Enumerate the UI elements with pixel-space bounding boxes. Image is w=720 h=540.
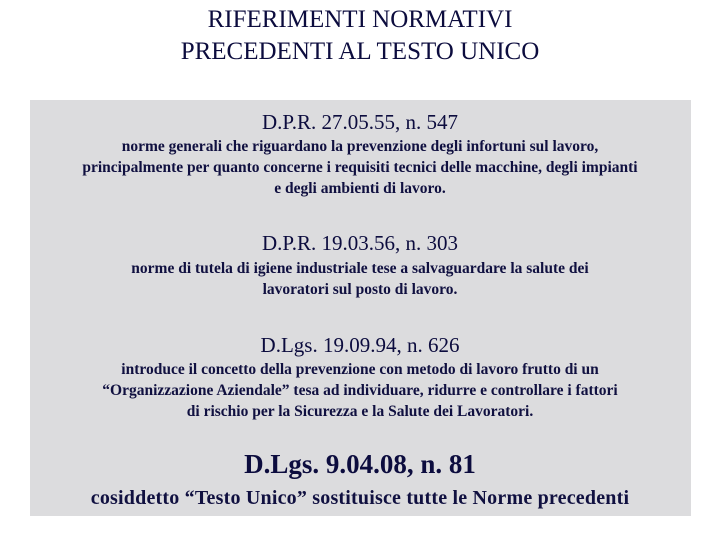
description-line: lavoratori sul posto di lavoro. [262,281,458,298]
law-description-dpr-547 [0,136,720,199]
page-title [0,4,720,68]
description-line: norme generali che riguardano la prevenzione degli infortuni sul lavoro, [121,138,599,155]
law-description-dlgs-626 [0,359,720,422]
law-heading-dlgs-626: D.Lgs. 19.09.94, n. 626 [260,333,460,357]
description-line: principalmente per quanto concerne i requisiti tecnici delle macchine, degli impianti [82,159,638,176]
law-heading-dpr-303: D.P.R. 19.03.56, n. 303 [261,231,459,255]
description-line: introduce il concetto della prevenzione con metodo di lavoro frutto di un [121,361,599,378]
law-heading-dlgs-81: D.Lgs. 9.04.08, n. 81 [244,449,476,479]
description-line: e degli ambienti di lavoro. [274,180,446,197]
description-line: norme di tutela di igiene industriale tese a salvaguardare la salute dei [131,260,589,277]
description-line: “Organizzazione Aziendale” tesa ad individuare, ridurre e controllare i fattori [102,382,618,399]
testo-unico-description: cosiddetto “Testo Unico” sostituisce tutte le Norme precedenti [90,487,630,509]
description-line: di rischio per la Sicurezza e la Salute dei Lavoratori. [186,403,534,420]
page-title-line-2: PRECEDENTI AL TESTO UNICO [180,38,540,65]
law-heading-dpr-547: D.P.R. 27.05.55, n. 547 [261,110,459,134]
law-description-dpr-303 [0,258,720,300]
page-title-line-1: RIFERIMENTI NORMATIVI [207,6,513,33]
